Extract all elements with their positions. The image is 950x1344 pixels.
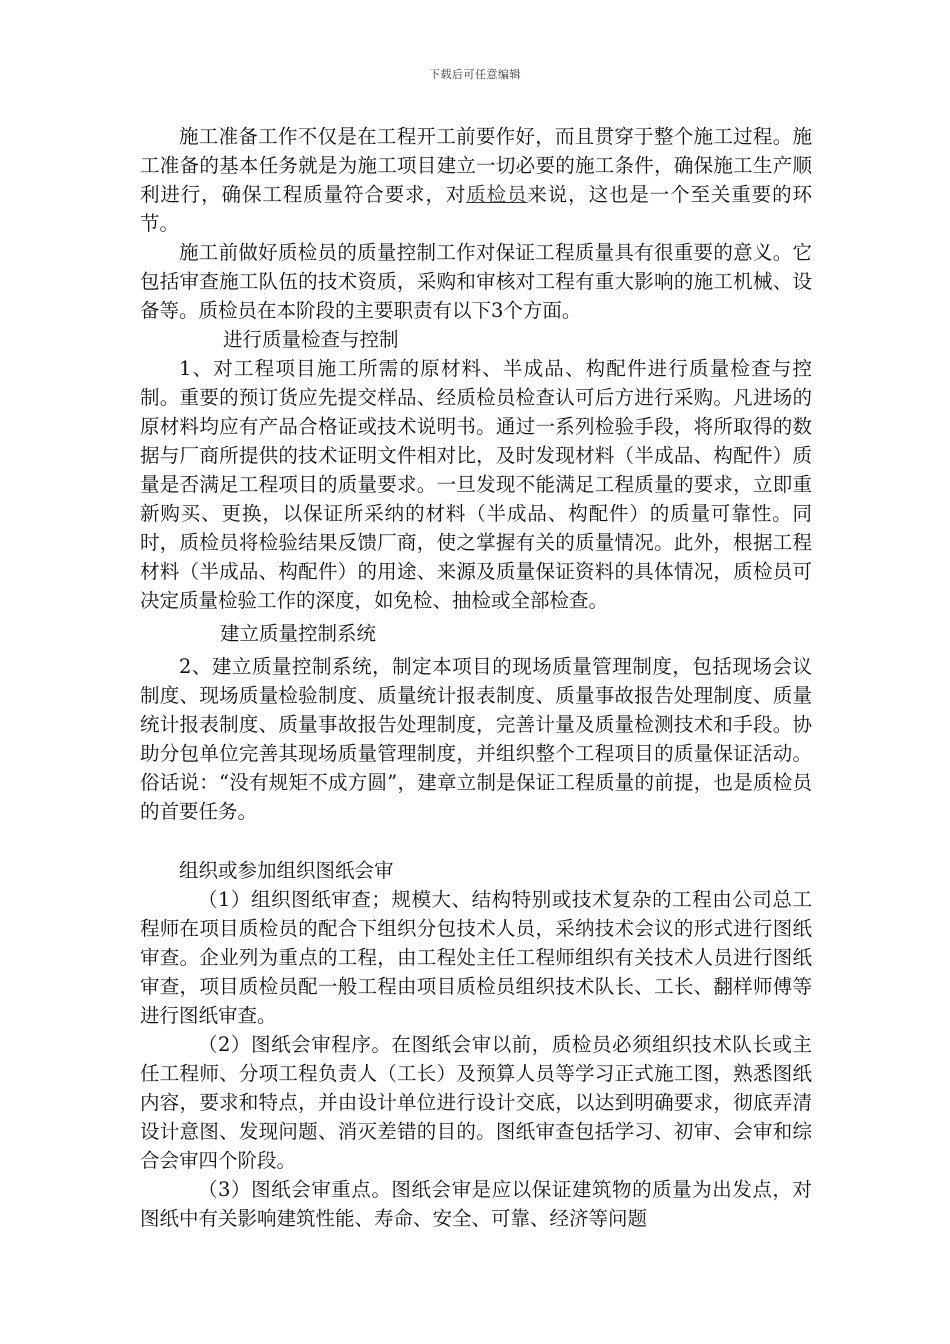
paragraph-duties: 施工前做好质检员的质量控制工作对保证工程质量具有很重要的意义。它包括审查施工队伍的技术资质，采购和审核对工程有重大影响的施工机械、设备等。质检员在本阶段的主要职责有以下3个方面。 (140, 241, 812, 322)
paragraph-drawing-review-3: （3）图纸会审重点。图纸会审是应以保证建筑物的质量为出发点，对图纸中有关影响建筑性能、寿命、安全、可靠、经济等问题 (140, 1178, 812, 1230)
paragraph-material-inspection: 1、对工程项目施工所需的原材料、半成品、构配件进行质量检查与控制。重要的预订货应先提交样品、经质检员检查认可后方进行采购。凡进场的原材料均应有产品合格证或技术说明书。通过一系列检验手段，将所取得的数据与厂商所提供的技术证明文件相对比，及时发现材料（半成品、构配件）质量是否满足工程项目的质量要求。一旦发现不能满足工程质量的要求，立即重新购买、更换，以保证所采纳的材料（半成品、构配件）的质量可靠性。同时，质检员将检验结果反馈厂商，使之掌握有关的质量情况。此外，根据工程材料（半成品、构配件）的用途、来源及质量保证资料的具体情况，质检员可决定质量检验工作的深度，如免检、抽检或全部检查。 (140, 357, 812, 612)
section-heading-control-system: 建立质量控制系统 (220, 622, 377, 645)
page-header: 下载后可任意编辑 (429, 68, 521, 81)
paragraph-intro (140, 122, 812, 238)
paragraph-drawing-review-2: （2）图纸会审程序。在图纸会审以前，质检员必须组织技术队长或主任工程师、分项工程负责人（工长）及预算人员等学习正式施工图，熟悉图纸内容，要求和特点，并由设计单位进行设计交底，以达到明确要求，彻底弄清设计意图、发现问题、消灭差错的目的。图纸审查包括学习、初审、会审和综合会审四个阶段。 (140, 1033, 812, 1172)
paragraph-control-system: 2、建立质量控制系统，制定本项目的现场质量管理制度，包括现场会议制度、现场质量检验制度、质量统计报表制度、质量事故报告处理制度、质量统计报表制度、质量事故报告处理制度，完善计量及质量检测技术和手段。协助分包单位完善其现场质量管理制度，并组织整个工程项目的质量保证活动。俗话说：“没有规矩不成方圆”，建章立制是保证工程质量的前提，也是质检员的首要任务。 (140, 655, 812, 823)
section-heading-drawing-review: 组织或参加组织图纸会审 (179, 859, 394, 882)
quality-inspector-link[interactable]: 质检员 (466, 183, 528, 206)
paragraph-intro-text: 施工准备工作不仅是在工程开工前要作好，而且贯穿于整个施工过程。施工准备的基本任务就是为施工项目建立一切必要的施工条件，确保施工生产顺利进行，确保工程质量符合要求，对 (140, 125, 812, 206)
document-body (140, 122, 812, 1233)
section-heading-inspection: 进行质量检查与控制 (223, 328, 399, 351)
paragraph-intro-tail: 来说，这也是一个至关重要的环节。 (140, 183, 812, 235)
paragraph-drawing-review-1: （1）组织图纸审查；规模大、结构特别或技术复杂的工程由公司总工程师在项目质检员的配合下组织分包技术人员，采纳技术会议的形式进行图纸审查。企业列为重点的工程，由工程处主任工程师组织有关技术人员进行图纸审查，项目质检员配一般工程由项目质检员组织技术队长、工长、翻样师傅等进行图纸审查。 (140, 888, 812, 1027)
